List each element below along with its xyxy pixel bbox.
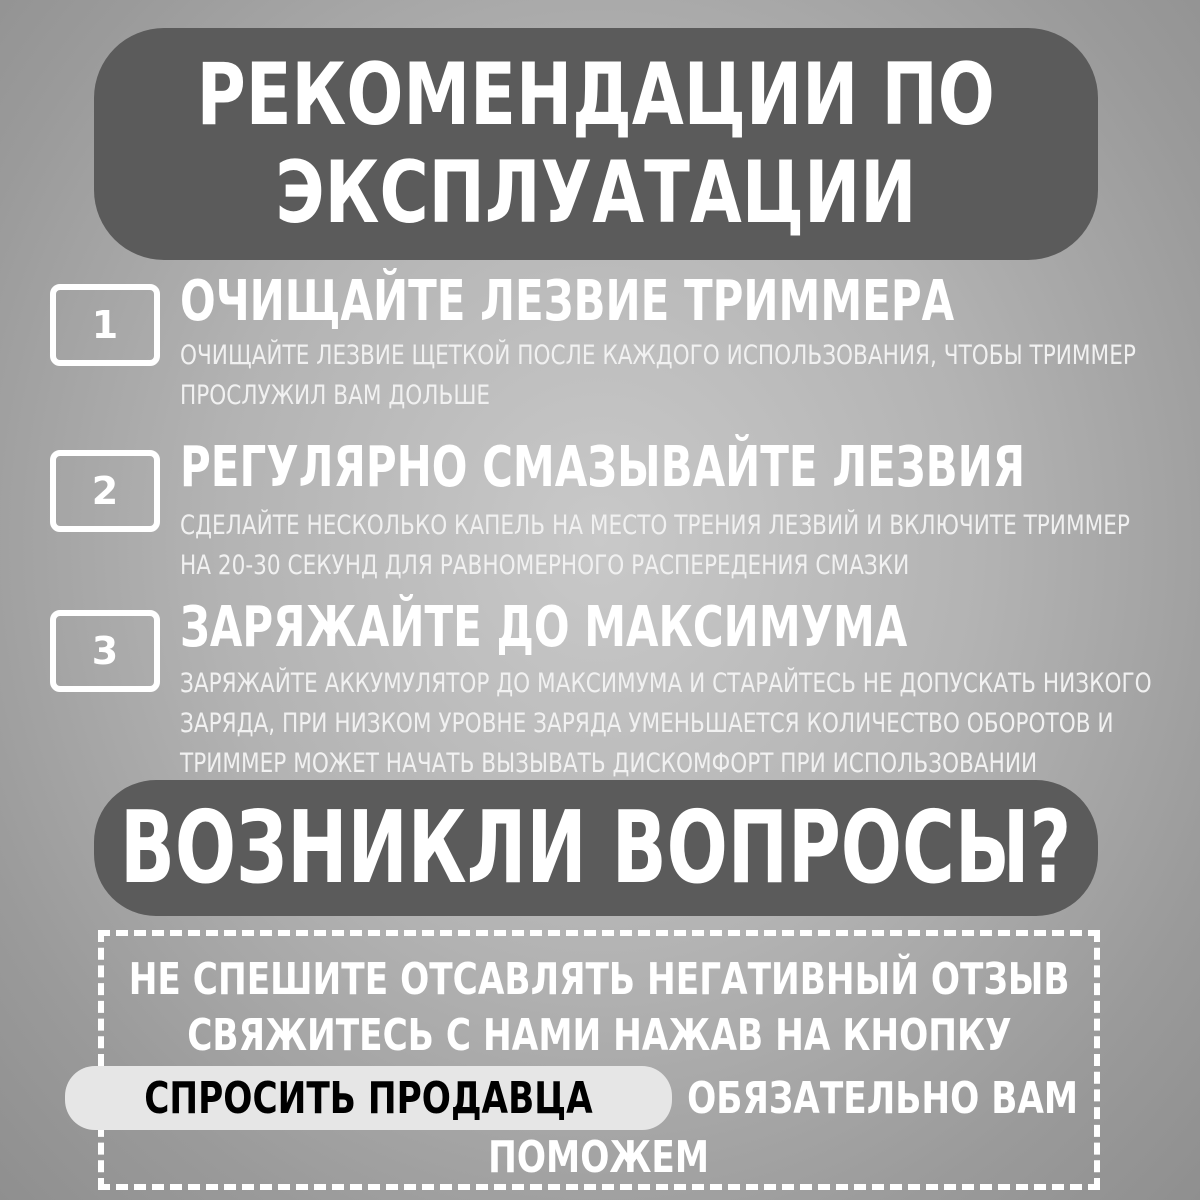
title-banner	[94, 28, 1098, 260]
notice-line-3	[104, 1066, 1094, 1130]
tip-description	[180, 336, 1136, 416]
tip-number-badge: 2	[50, 450, 160, 532]
tip-description-line: СДЕЛАЙТЕ НЕСКОЛЬКО КАПЕЛЬ НА МЕСТО ТРЕНИЯ ЛЕЗВИЙ И ВКЛЮЧИТЕ ТРИММЕР	[180, 510, 1130, 541]
tip-description-line: ОЧИЩАЙТЕ ЛЕЗВИЕ ЩЕТКОЙ ПОСЛЕ КАЖДОГО ИСПОЛЬЗОВАНИЯ, ЧТОБЫ ТРИММЕР	[180, 340, 1136, 371]
notice-text	[104, 952, 1094, 1186]
notice-line-1-text: НЕ СПЕШИТЕ ОТСАВЛЯТЬ НЕГАТИВНЫЙ ОТЗЫВ	[128, 954, 1070, 1005]
ask-seller-button-label: СПРОСИТЬ ПРОДАВЦА	[144, 1072, 593, 1124]
title-line-2: ЭКСПЛУАТАЦИИ	[275, 143, 917, 243]
title-line-1: РЕКОМЕНДАЦИИ ПО	[196, 45, 996, 145]
notice-line-1	[104, 952, 1094, 1008]
notice-box	[98, 930, 1100, 1190]
notice-line-4-text: ПОМОЖЕМ	[488, 1132, 710, 1183]
tip-description-line: ТРИММЕР МОЖЕТ НАЧАТЬ ВЫЗЫВАТЬ ДИСКОМФОРТ ПРИ ИСПОЛЬЗОВАНИИ	[180, 748, 1038, 779]
notice-line-2-text: СВЯЖИТЕСЬ С НАМИ НАЖАВ НА КНОПКУ	[186, 1010, 1012, 1061]
tip-description-line: ПРОСЛУЖИЛ ВАМ ДОЛЬШЕ	[180, 380, 491, 411]
notice-line-2	[104, 1008, 1094, 1064]
questions-banner	[94, 780, 1098, 916]
ask-seller-button[interactable]	[65, 1066, 672, 1130]
tip-description-line: ЗАРЯЖАЙТЕ АККУМУЛЯТОР ДО МАКСИМУМА И СТАРАЙТЕСЬ НЕ ДОПУСКАТЬ НИЗКОГО	[180, 668, 1152, 699]
tip-description-line: НА 20-30 СЕКУНД ДЛЯ РАВНОМЕРНОГО РАСПЕРЕДЕНИЯ СМАЗКИ	[180, 550, 910, 581]
tip-description-line: ЗАРЯДА, ПРИ НИЗКОМ УРОВНЕ ЗАРЯДА УМЕНЬШАЕТСЯ КОЛИЧЕСТВО ОБОРОТОВ И	[180, 708, 1114, 739]
tip-description	[180, 506, 1130, 586]
tip-number-badge: 1	[50, 284, 160, 366]
tip-title: ОЧИЩАЙТЕ ЛЕЗВИЕ ТРИММЕРА	[180, 269, 955, 334]
tip-description	[180, 664, 1152, 784]
notice-line-4	[104, 1130, 1094, 1186]
notice-line-3-text: ОБЯЗАТЕЛЬНО ВАМ	[686, 1072, 1078, 1124]
tip-title: ЗАРЯЖАЙТЕ ДО МАКСИМУМА	[180, 595, 908, 660]
tip-title: РЕГУЛЯРНО СМАЗЫВАЙТЕ ЛЕЗВИЯ	[180, 435, 1026, 500]
tip-number-badge: 3	[50, 610, 160, 692]
questions-heading: ВОЗНИКЛИ ВОПРОСЫ?	[120, 789, 1072, 906]
